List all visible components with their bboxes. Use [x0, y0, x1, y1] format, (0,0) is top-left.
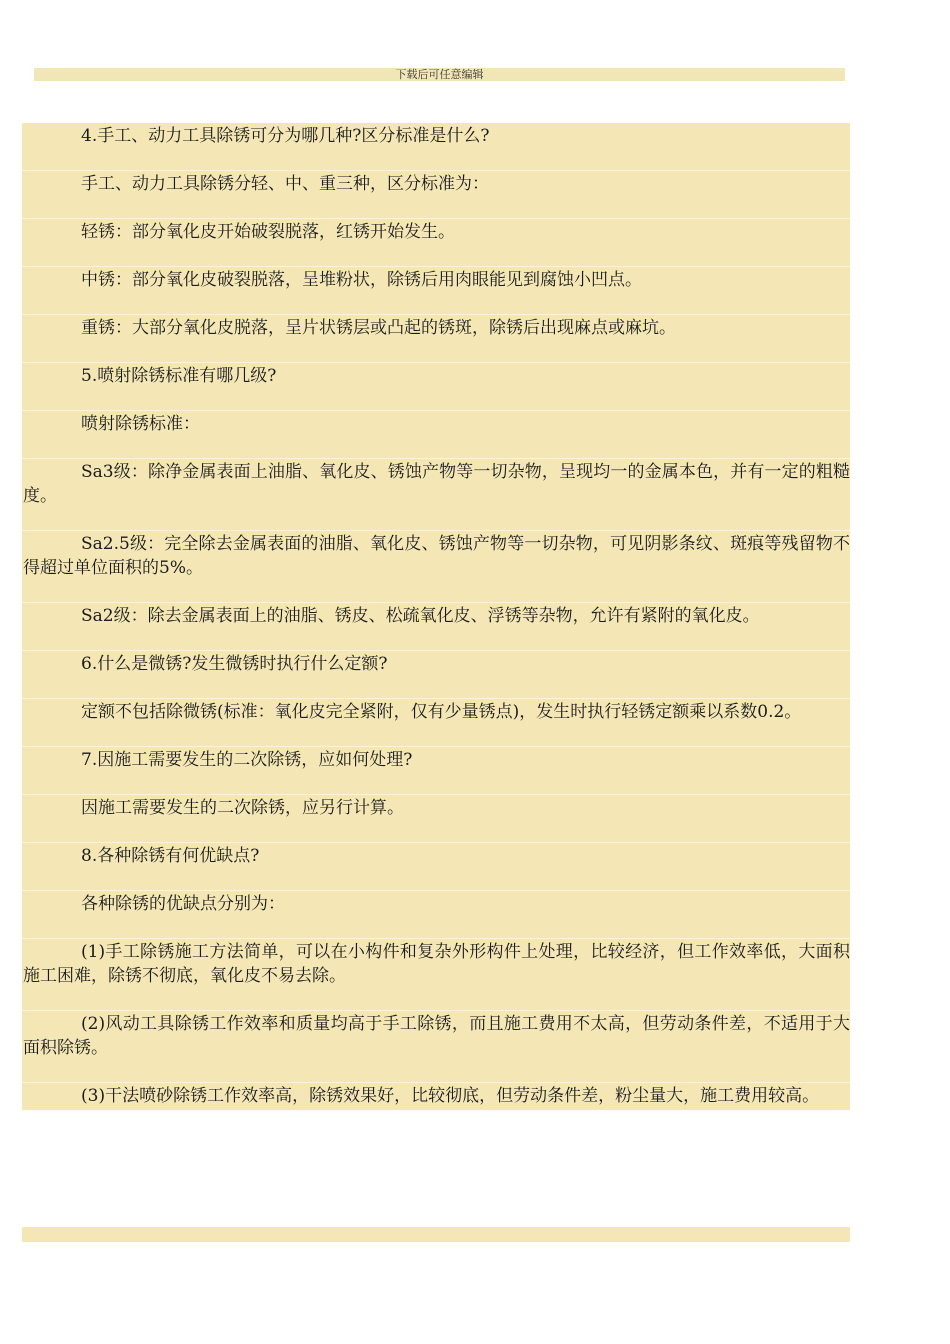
answer-5-sa25: Sa2.5级：完全除去金属表面的油脂、氧化皮、锈蚀产物等一切杂物，可见阴影条纹、斑痕等残留物不得超过单位面积的5%。 — [22, 530, 850, 602]
question-6: 6.什么是微锈?发生微锈时执行什么定额? — [22, 650, 850, 698]
answer-4-intro: 手工、动力工具除锈分轻、中、重三种，区分标准为： — [22, 170, 850, 218]
answer-5-sa2: Sa2级：除去金属表面上的油脂、锈皮、松疏氧化皮、浮锈等杂物，允许有紧附的氧化皮。 — [22, 602, 850, 650]
answer-4-heavy: 重锈：大部分氧化皮脱落，呈片状锈层或凸起的锈斑，除锈后出现麻点或麻坑。 — [22, 314, 850, 362]
answer-8-intro: 各种除锈的优缺点分别为： — [22, 890, 850, 938]
answer-5-intro: 喷射除锈标准： — [22, 410, 850, 458]
question-8: 8.各种除锈有何优缺点? — [22, 842, 850, 890]
answer-8-item-1: (1)手工除锈施工方法简单，可以在小构件和复杂外形构件上处理，比较经济，但工作效率低，大面积施工困难，除锈不彻底，氧化皮不易去除。 — [22, 938, 850, 1010]
answer-8-item-3: (3)干法喷砂除锈工作效率高，除锈效果好，比较彻底，但劳动条件差，粉尘量大，施工费用较高。 — [22, 1082, 850, 1110]
question-7: 7.因施工需要发生的二次除锈，应如何处理? — [22, 746, 850, 794]
answer-4-medium: 中锈：部分氧化皮破裂脱落，呈堆粉状，除锈后用肉眼能见到腐蚀小凹点。 — [22, 266, 850, 314]
question-4: 4.手工、动力工具除锈可分为哪几种?区分标准是什么? — [81, 126, 490, 146]
page-footer-bar — [22, 1227, 850, 1242]
document-body — [22, 123, 850, 1110]
question-5: 5.喷射除锈标准有哪几级? — [22, 362, 850, 410]
answer-8-item-2: (2)风动工具除锈工作效率和质量均高于手工除锈，而且施工费用不太高，但劳动条件差，不适用于大面积除锈。 — [22, 1010, 850, 1082]
header-text: 下载后可任意编辑 — [395, 68, 484, 81]
answer-4-light: 轻锈：部分氧化皮开始破裂脱落，红锈开始发生。 — [22, 218, 850, 266]
answer-6: 定额不包括除微锈(标准：氧化皮完全紧附，仅有少量锈点)，发生时执行轻锈定额乘以系数0.2。 — [22, 698, 850, 746]
answer-7: 因施工需要发生的二次除锈，应另行计算。 — [22, 794, 850, 842]
answer-5-sa3: Sa3级：除净金属表面上油脂、氧化皮、锈蚀产物等一切杂物，呈现均一的金属本色，并有一定的粗糙度。 — [22, 458, 850, 530]
page-header — [34, 68, 845, 81]
